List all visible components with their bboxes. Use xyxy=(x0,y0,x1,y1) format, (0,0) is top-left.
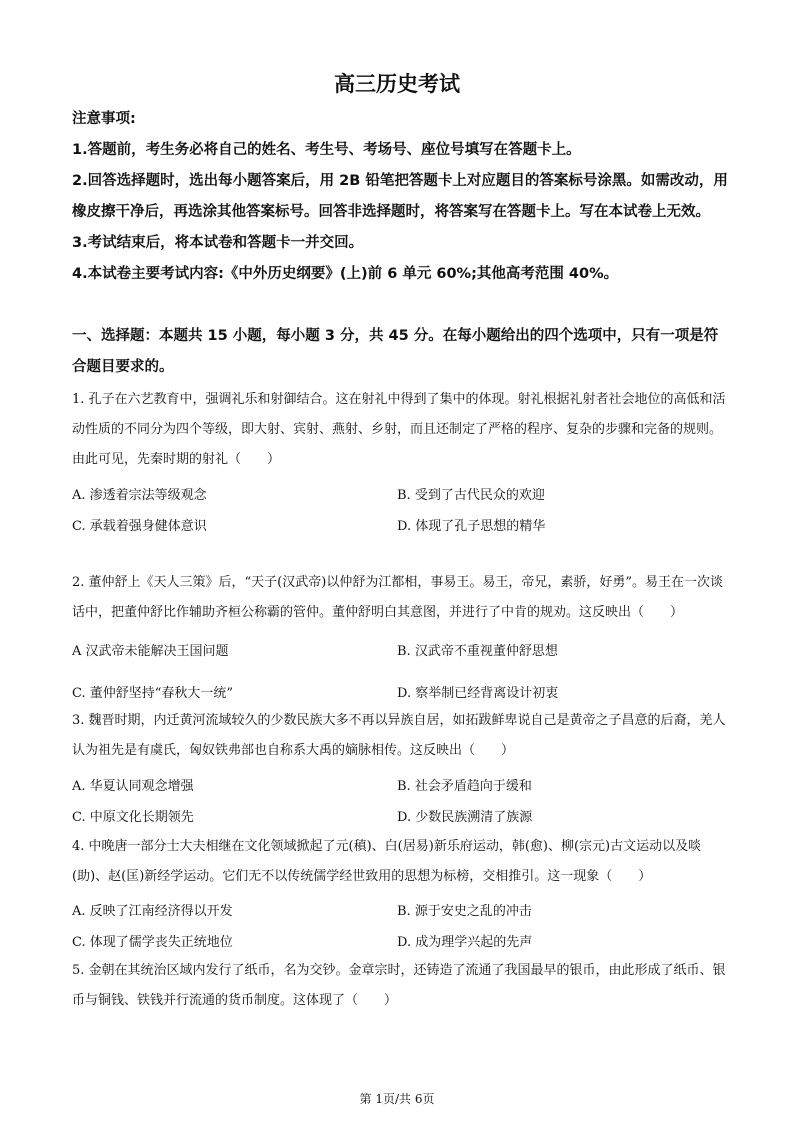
notice-item: 2.回答选择题时，选出每小题答案后，用 2B 铅笔把答题卡上对应题目的答案标号涂黑。如需改动，用橡皮擦干净后，再选涂其他答案标号。回答非选择题时，将答案写在答题卡上。写在本试卷上无效。 xyxy=(72,173,728,220)
page-number: 第 1页/共 6页 xyxy=(359,1092,435,1106)
notice-item: 3.考试结束后，将本试卷和答题卡一并交回。 xyxy=(72,235,364,251)
option-b[interactable]: B. 汉武帝不重视董仲舒思想 xyxy=(397,644,558,659)
option-d[interactable]: D. 察举制已经背离设计初衷 xyxy=(397,686,559,701)
page-title: 高三历史考试 xyxy=(334,72,460,96)
option-d[interactable]: D. 体现了孔子思想的精华 xyxy=(397,519,546,534)
option-a[interactable]: A. 反映了江南经济得以开发 xyxy=(72,904,233,919)
notice-block xyxy=(72,104,732,290)
notice-item: 1.答题前，考生务必将自己的姓名、考生号、考场号、座位号填写在答题卡上。 xyxy=(72,142,581,158)
option-c[interactable]: C. 中原文化长期领先 xyxy=(72,810,194,825)
question-3-stem: 3. 魏晋时期，内迁黄河流域较久的少数民族大多不再以异族自居，如拓跋鲜卑说自己是黄帝之子昌意的后裔，羌人认为祖先是有虞氏，匈奴铁弗部也自称系大禹的嫡脉相传。这反映出（ ） xyxy=(72,713,726,758)
question-1-stem: 1. 孔子在六艺教育中，强调礼乐和射御结合。这在射礼中得到了集中的体现。射礼根据礼射者社会地位的高低和活动性质的不同分为四个等级，即大射、宾射、燕射、乡射，而且还制定了严格的程序、复杂的步骤和完备的规则。由此可见，先秦时期的射礼（ ） xyxy=(72,392,726,467)
option-a[interactable]: A 汉武帝未能解决王国问题 xyxy=(72,644,229,659)
question-5-stem: 5. 金朝在其统治区域内发行了纸币，名为交钞。金章宗时，还铸造了流通了我国最早的银币，由此形成了纸币、银币与铜钱、铁钱并行流通的货币制度。这体现了（ ） xyxy=(72,963,726,1008)
section-heading: 一、选择题：本题共 15 小题，每小题 3 分，共 45 分。在每小题给出的四个选项中，只有一项是符合题目要求的。 xyxy=(72,328,719,375)
option-b[interactable]: B. 社会矛盾趋向于缓和 xyxy=(397,779,532,794)
option-a[interactable]: A. 渗透着宗法等级观念 xyxy=(72,488,207,503)
option-b[interactable]: B. 受到了古代民众的欢迎 xyxy=(397,488,545,503)
question-4-stem: 4. 中晚唐一部分士大夫相继在文化领域掀起了元(稹)、白(居易)新乐府运动，韩(愈)、柳(宗元)古文运动以及啖(助)、赵(匡)新经学运动。它们无不以传统儒学经世致用的思想为标榜，交相推引。这一现象（ ） xyxy=(72,839,702,884)
notice-heading: 注意事项: xyxy=(72,111,136,127)
option-c[interactable]: C. 承载着强身健体意识 xyxy=(72,519,207,534)
option-c[interactable]: C. 体现了儒学丧失正统地位 xyxy=(72,935,233,950)
option-b[interactable]: B. 源于安史之乱的冲击 xyxy=(397,904,532,919)
option-d[interactable]: D. 成为理学兴起的先声 xyxy=(397,935,533,950)
option-d[interactable]: D. 少数民族溯清了族源 xyxy=(397,810,533,825)
option-c[interactable]: C. 董仲舒坚持“春秋大一统” xyxy=(72,686,234,701)
option-a[interactable]: A. 华夏认同观念增强 xyxy=(72,779,194,794)
notice-item: 4.本试卷主要考试内容:《中外历史纲要》(上)前 6 单元 60%;其他高考范围 40%。 xyxy=(72,266,619,282)
question-2-stem: 2. 董仲舒上《天人三策》后，“天子(汉武帝)以仲舒为江都相，事易王。易王，帝兄，素骄，好勇”。易王在一次谈话中，把董仲舒比作辅助齐桓公称霸的管仲。董仲舒明白其意图，并进行了中肯的规劝。这反映出（ ） xyxy=(72,575,723,620)
